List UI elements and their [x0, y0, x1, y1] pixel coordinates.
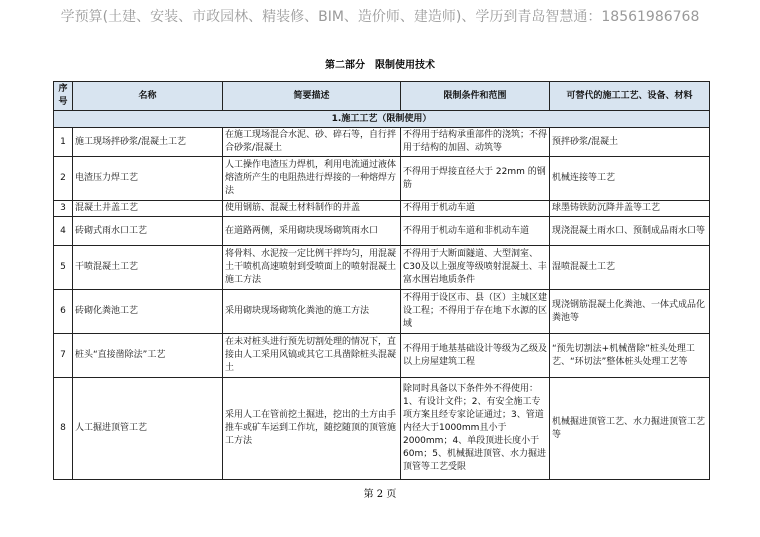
- row-conditions: 不得用于机动车道: [401, 201, 550, 217]
- table-row: [54, 290, 710, 334]
- row-no: 3: [54, 201, 73, 217]
- row-alternatives: “预先切割法+机械凿除”桩头处理工艺、“环切法”整体桩头处理工艺等: [550, 334, 710, 378]
- row-name: 干喷混凝土工艺: [73, 246, 223, 290]
- row-description: 在施工现场混合水泥、砂、碎石等，自行拌合砂浆/混凝土: [223, 128, 401, 157]
- watermark-text: 学预算(土建、安装、市政园林、精装修、BIM、造价师、建造师)、学历到青岛智慧通：18561986768: [60, 9, 700, 25]
- header-description: 简要描述: [223, 82, 401, 111]
- restriction-table: [53, 81, 710, 480]
- row-description: 采用砌块现场砌筑化粪池的施工方法: [223, 290, 401, 334]
- row-no: 2: [54, 157, 73, 201]
- row-description: 在未对桩头进行预先切割处理的情况下，直接由人工采用风镐或其它工具凿除桩头混凝土: [223, 334, 401, 378]
- row-alternatives: 湿喷混凝土工艺: [550, 246, 710, 290]
- row-conditions: 不得用于设区市、县（区）主城区建设工程；不得用于存在地下水源的区域: [401, 290, 550, 334]
- table-row: [54, 157, 710, 201]
- row-conditions: 不得用于结构承重部件的浇筑；不得用于结构的加固、动筑等: [401, 128, 550, 157]
- row-description: 采用人工在管前挖土掘进，挖出的土方由手推车或矿车运到工作坑，随挖随顶的顶管施工方法: [223, 378, 401, 480]
- section-row: [54, 111, 710, 128]
- row-description: 人工操作电渣压力焊机，利用电流通过液体熔渣所产生的电阻热进行焊接的一种熔焊方法: [223, 157, 401, 201]
- row-conditions: 不得用于焊接直径大于 22mm 的钢筋: [401, 157, 550, 201]
- row-conditions: 不得用于地基基础设计等级为乙级及以上房屋建筑工程: [401, 334, 550, 378]
- row-no: 8: [54, 378, 73, 480]
- page-number: 第 2 页: [363, 489, 397, 500]
- row-alternatives: 机械连接等工艺: [550, 157, 710, 201]
- table-row: [54, 246, 710, 290]
- table-row: [54, 334, 710, 378]
- table-header-row: [54, 82, 710, 111]
- row-name: 砖砌式雨水口工艺: [73, 217, 223, 246]
- row-description: 使用钢筋、混凝土材料制作的井盖: [223, 201, 401, 217]
- row-conditions: 不得用于大断面隧道、大型洞室、C30及以上强度等级喷射混凝土、丰富水围岩地质条件: [401, 246, 550, 290]
- table-row: [54, 128, 710, 157]
- row-no: 5: [54, 246, 73, 290]
- row-name: 桩头“直接凿除法”工艺: [73, 334, 223, 378]
- row-description: 将骨料、水泥按一定比例干拌均匀，用混凝土干喷机高速喷射到受喷面上的喷射混凝土施工方法: [223, 246, 401, 290]
- header-alternatives: 可替代的施工工艺、设备、材料: [550, 82, 710, 111]
- header-no: 序号: [54, 82, 73, 111]
- row-name: 电渣压力焊工艺: [73, 157, 223, 201]
- row-name: 施工现场拌砂浆/混凝土工艺: [73, 128, 223, 157]
- row-no: 1: [54, 128, 73, 157]
- row-description: 在道路两侧，采用砌块现场砌筑雨水口: [223, 217, 401, 246]
- table-row: [54, 217, 710, 246]
- row-no: 7: [54, 334, 73, 378]
- row-name: 混凝土井盖工艺: [73, 201, 223, 217]
- row-conditions: 除同时具备以下条件外不得使用：1、有设计文件；2、有安全施工专项方案且经专家论证通过；3、管道内径大于1000mm且小于2000mm；4、单段顶进长度小于60m；5、机械掘进顶管、水力掘进顶管等工艺受限: [401, 378, 550, 480]
- row-alternatives: 预拌砂浆/混凝土: [550, 128, 710, 157]
- header-name: 名称: [73, 82, 223, 111]
- header-conditions: 限制条件和范围: [401, 82, 550, 111]
- row-conditions: 不得用于机动车道和非机动车道: [401, 217, 550, 246]
- section-title: 1.施工工艺（限制使用）: [54, 111, 710, 128]
- row-name: 人工掘进顶管工艺: [73, 378, 223, 480]
- row-alternatives: 球墨铸铁防沉降井盖等工艺: [550, 201, 710, 217]
- row-name: 砖砌化粪池工艺: [73, 290, 223, 334]
- row-alternatives: 现浇钢筋混凝土化粪池、一体式成品化粪池等: [550, 290, 710, 334]
- row-alternatives: 机械掘进顶管工艺、水力掘进顶管工艺等: [550, 378, 710, 480]
- row-no: 6: [54, 290, 73, 334]
- row-alternatives: 现浇混凝土雨水口、预制成品雨水口等: [550, 217, 710, 246]
- table-row: [54, 378, 710, 480]
- document-title: 第二部分 限制使用技术: [325, 60, 435, 71]
- row-no: 4: [54, 217, 73, 246]
- table-row: [54, 201, 710, 217]
